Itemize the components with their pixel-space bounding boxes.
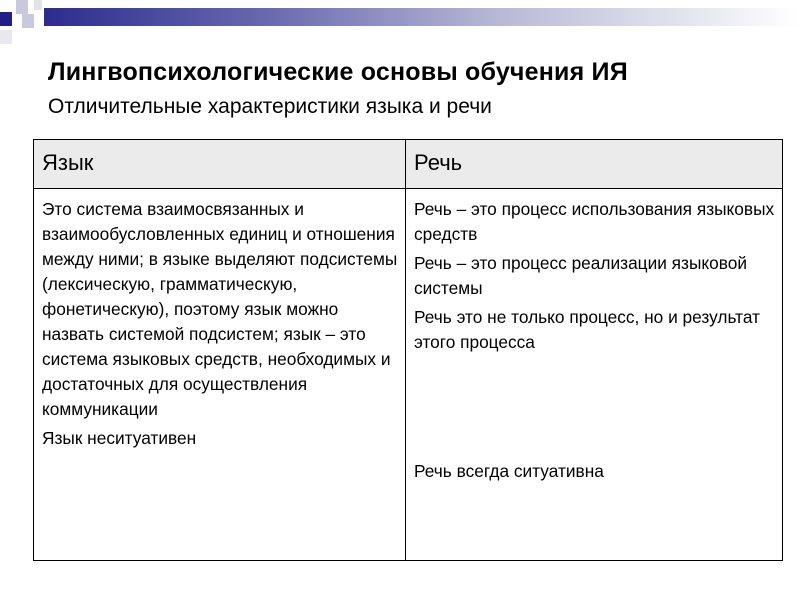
top-gradient-bar xyxy=(44,8,800,26)
language-property: Язык неситуативен xyxy=(42,428,197,448)
speech-definition-3: Речь это не только процесс, но и результат этого процесса xyxy=(414,307,760,352)
decor-square xyxy=(16,0,28,14)
comparison-table xyxy=(33,139,783,561)
decor-square xyxy=(34,0,42,10)
slide-title: Лингвопсихологические основы обучения ИЯ xyxy=(48,58,628,86)
decor-square xyxy=(0,12,12,26)
table-row xyxy=(34,189,783,561)
speech-definition-1: Речь – это процесс использования языковых средств xyxy=(414,199,775,244)
slide-subtitle: Отличительные характеристики языка и речи xyxy=(48,95,492,118)
column-header-language: Язык xyxy=(34,140,406,189)
language-definition: Это система взаимосвязанных и взаимообусловленных единиц и отношения между ними; в языке выделяют подсистемы (лексическую, грамматическую, фонетическую), поэтому язык можно назвать системой подсистем; язык – это система языковых средств, необходимых и достаточных для осуществления коммуникации xyxy=(42,199,398,419)
speech-definition-2: Речь – это процесс реализации языковой системы xyxy=(414,253,748,298)
column-header-speech: Речь xyxy=(406,140,783,189)
decor-square xyxy=(0,30,12,44)
decor-square xyxy=(22,14,34,28)
speech-cell xyxy=(406,189,783,561)
table-header-row xyxy=(34,140,783,189)
language-cell xyxy=(34,189,406,561)
speech-property: Речь всегда ситуативна xyxy=(414,461,604,481)
